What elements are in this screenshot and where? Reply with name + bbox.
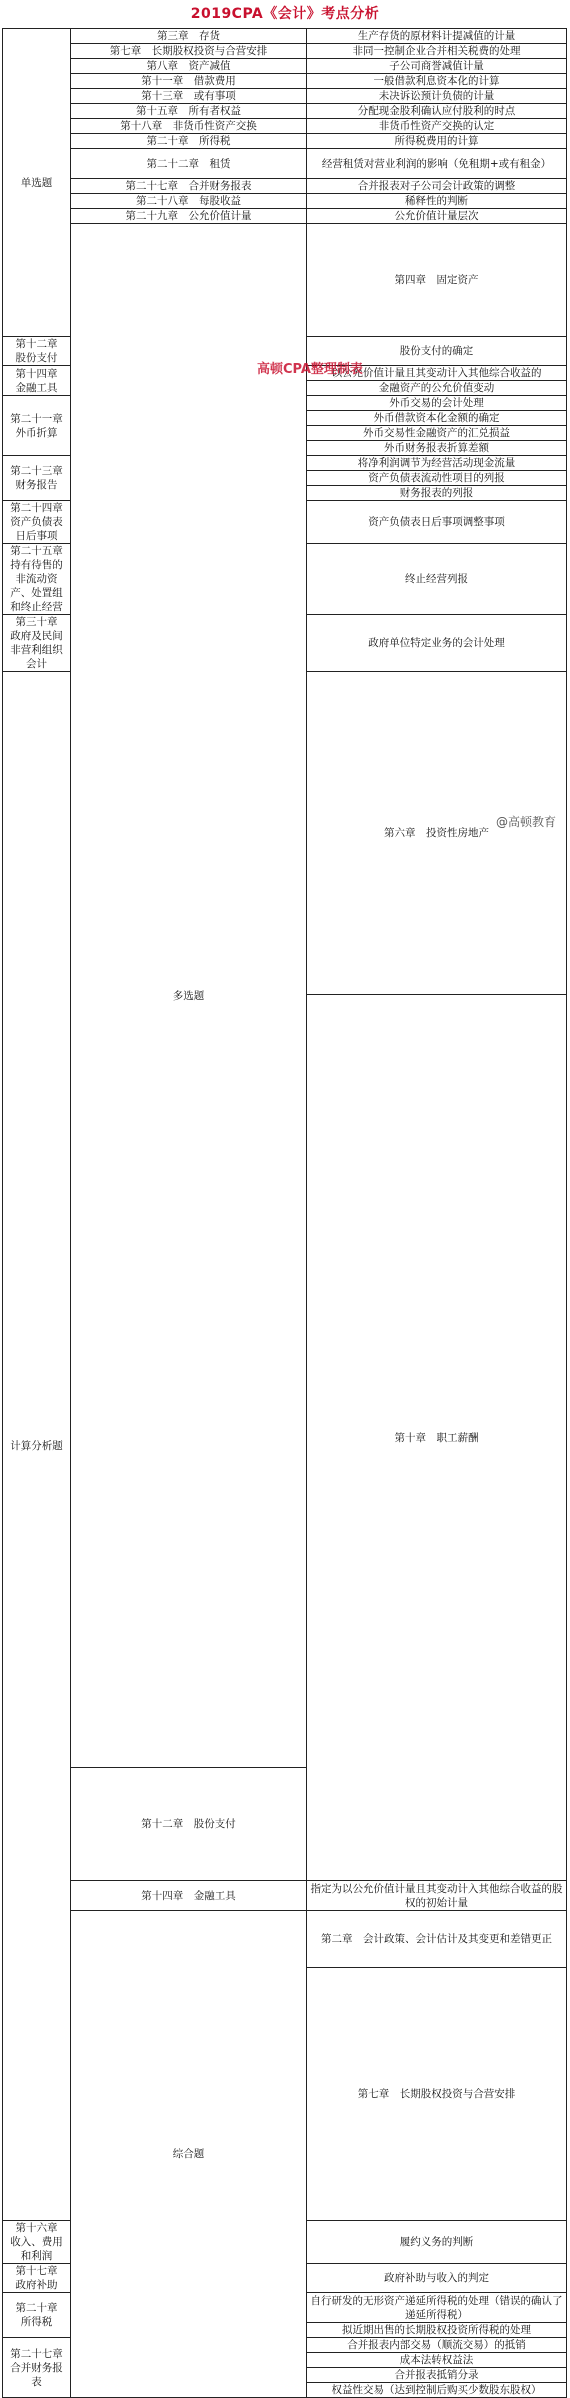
topic-cell: 金融资产的公允价值变动 [307, 381, 567, 396]
topic-cell: 财务报表的列报 [307, 486, 567, 501]
table-row [3, 59, 567, 74]
topic-cell: 指定为以公允价值计量且其变动计入其他综合收益的股权的初始计量 [307, 1881, 567, 1911]
topic-cell: 政府单位特定业务的会计处理 [307, 615, 567, 672]
topic-cell: 将净利润调节为经营活动现金流量 [307, 456, 567, 471]
chapter-cell: 第二十四章 资产负债表日后事项 [3, 501, 71, 544]
topic-cell: 外币交易的会计处理 [307, 396, 567, 411]
topic-cell: 所得税费用的计算 [307, 134, 567, 149]
topic-cell: 资产负债表流动性项目的列报 [307, 471, 567, 486]
exam-points-table [2, 28, 567, 2398]
chapter-cell: 第十八章 非货币性资产交换 [71, 119, 307, 134]
chapter-cell: 第七章 长期股权投资与合营安排 [307, 1968, 567, 2221]
chapter-cell: 第七章 长期股权投资与合营安排 [71, 44, 307, 59]
table-row [3, 1911, 567, 1968]
chapter-cell: 第八章 资产减值 [71, 59, 307, 74]
chapter-cell: 第十章 职工薪酬 [307, 995, 567, 1881]
table-row [3, 119, 567, 134]
table-row [3, 149, 567, 179]
topic-cell: 分配现金股利确认应付股利的时点 [307, 104, 567, 119]
topic-cell: 政府补助与收入的判定 [307, 2264, 567, 2293]
question-type-cell: 综合题 [71, 1911, 307, 2398]
chapter-cell: 第十四章 金融工具 [71, 1881, 307, 1911]
chapter-cell: 第二十二章 租赁 [71, 149, 307, 179]
chapter-cell: 第三十章 政府及民间非营利组织会计 [3, 615, 71, 672]
chapter-cell: 第六章 投资性房地产 [307, 672, 567, 995]
topic-cell: 合并报表内部交易（顺流交易）的抵销 [307, 2338, 567, 2353]
chapter-cell: 第二十七章 合并财务报表 [71, 179, 307, 194]
chapter-cell: 第十三章 或有事项 [71, 89, 307, 104]
table-row [3, 224, 567, 337]
chapter-cell: 第十二章 股份支付 [71, 1768, 307, 1881]
topic-cell: 合并报表对子公司会计政策的调整 [307, 179, 567, 194]
watermark: 高顿CPA整理制表 [257, 362, 363, 377]
chapter-cell: 第四章 固定资产 [307, 224, 567, 337]
topic-cell: 自行研发的无形资产递延所得税的处理（错误的确认了递延所得税） [307, 2293, 567, 2323]
question-type-cell: 计算分析题 [3, 672, 71, 2221]
topic-cell: 外币交易性金融资产的汇兑损益 [307, 426, 567, 441]
topic-cell: 成本法转权益法 [307, 2353, 567, 2368]
chapter-cell: 第二十七章 合并财务报表 [3, 2338, 71, 2398]
topic-cell: 资产负债表日后事项调整事项 [307, 501, 567, 544]
topic-cell: 外币财务报表折算差额 [307, 441, 567, 456]
table-row [3, 44, 567, 59]
chapter-cell: 第二十三章 财务报告 [3, 456, 71, 501]
topic-cell: 股份支付的确定 [307, 337, 567, 366]
chapter-cell: 第十四章 金融工具 [3, 366, 71, 396]
chapter-cell: 第十五章 所有者权益 [71, 104, 307, 119]
chapter-cell: 第二十五章 持有待售的非流动资产、处置组和终止经营 [3, 544, 71, 615]
topic-cell: 非同一控制企业合并相关税费的处理 [307, 44, 567, 59]
chapter-cell: 第二十章 所得税 [3, 2293, 71, 2338]
topic-cell: 外币借款资本化金额的确定 [307, 411, 567, 426]
table-row [3, 209, 567, 224]
table-row [3, 29, 567, 44]
topic-cell: 合并报表抵销分录 [307, 2368, 567, 2383]
topic-cell: 非货币性资产交换的认定 [307, 119, 567, 134]
table-row [3, 89, 567, 104]
table-row [3, 194, 567, 209]
topic-cell: 终止经营列报 [307, 544, 567, 615]
chapter-cell: 第三章 存货 [71, 29, 307, 44]
chapter-cell: 第十七章 政府补助 [3, 2264, 71, 2293]
brand-logo: @高顿教育 [495, 815, 556, 829]
table-row [3, 179, 567, 194]
topic-cell: 一般借款利息资本化的计算 [307, 74, 567, 89]
chapter-cell: 第十六章 收入、费用和利润 [3, 2221, 71, 2264]
chapter-cell: 第十一章 借款费用 [71, 74, 307, 89]
topic-cell: 权益性交易（达到控制后购买少数股东股权） [307, 2383, 567, 2398]
chapter-cell: 第二章 会计政策、会计估计及其变更和差错更正 [307, 1911, 567, 1968]
chapter-cell: 第十二章 股份支付 [3, 337, 71, 366]
topic-cell: 拟近期出售的长期股权投资所得税的处理 [307, 2323, 567, 2338]
topic-cell: 稀释性的判断 [307, 194, 567, 209]
topic-cell: 履约义务的判断 [307, 2221, 567, 2264]
topic-cell: 以公允价值计量且其变动计入其他综合收益的 [307, 366, 567, 381]
topic-cell: 经营租赁对营业利润的影响（免租期+或有租金） [307, 149, 567, 179]
topic-cell: 子公司商誉减值计量 [307, 59, 567, 74]
table-title: 2019CPA《会计》考点分析 [190, 6, 380, 22]
question-type-cell: 多选题 [71, 224, 307, 1768]
table-row [3, 104, 567, 119]
chapter-cell: 第二十一章 外币折算 [3, 396, 71, 456]
table-row [3, 1881, 567, 1911]
topic-cell: 未决诉讼预计负债的计量 [307, 89, 567, 104]
question-type-cell: 单选题 [3, 29, 71, 337]
table-row [3, 74, 567, 89]
chapter-cell: 第二十章 所得税 [71, 134, 307, 149]
topic-cell: 生产存货的原材料计提减值的计量 [307, 29, 567, 44]
table-row [3, 134, 567, 149]
chapter-cell: 第二十九章 公允价值计量 [71, 209, 307, 224]
chapter-cell: 第二十八章 每股收益 [71, 194, 307, 209]
topic-cell: 公允价值计量层次 [307, 209, 567, 224]
